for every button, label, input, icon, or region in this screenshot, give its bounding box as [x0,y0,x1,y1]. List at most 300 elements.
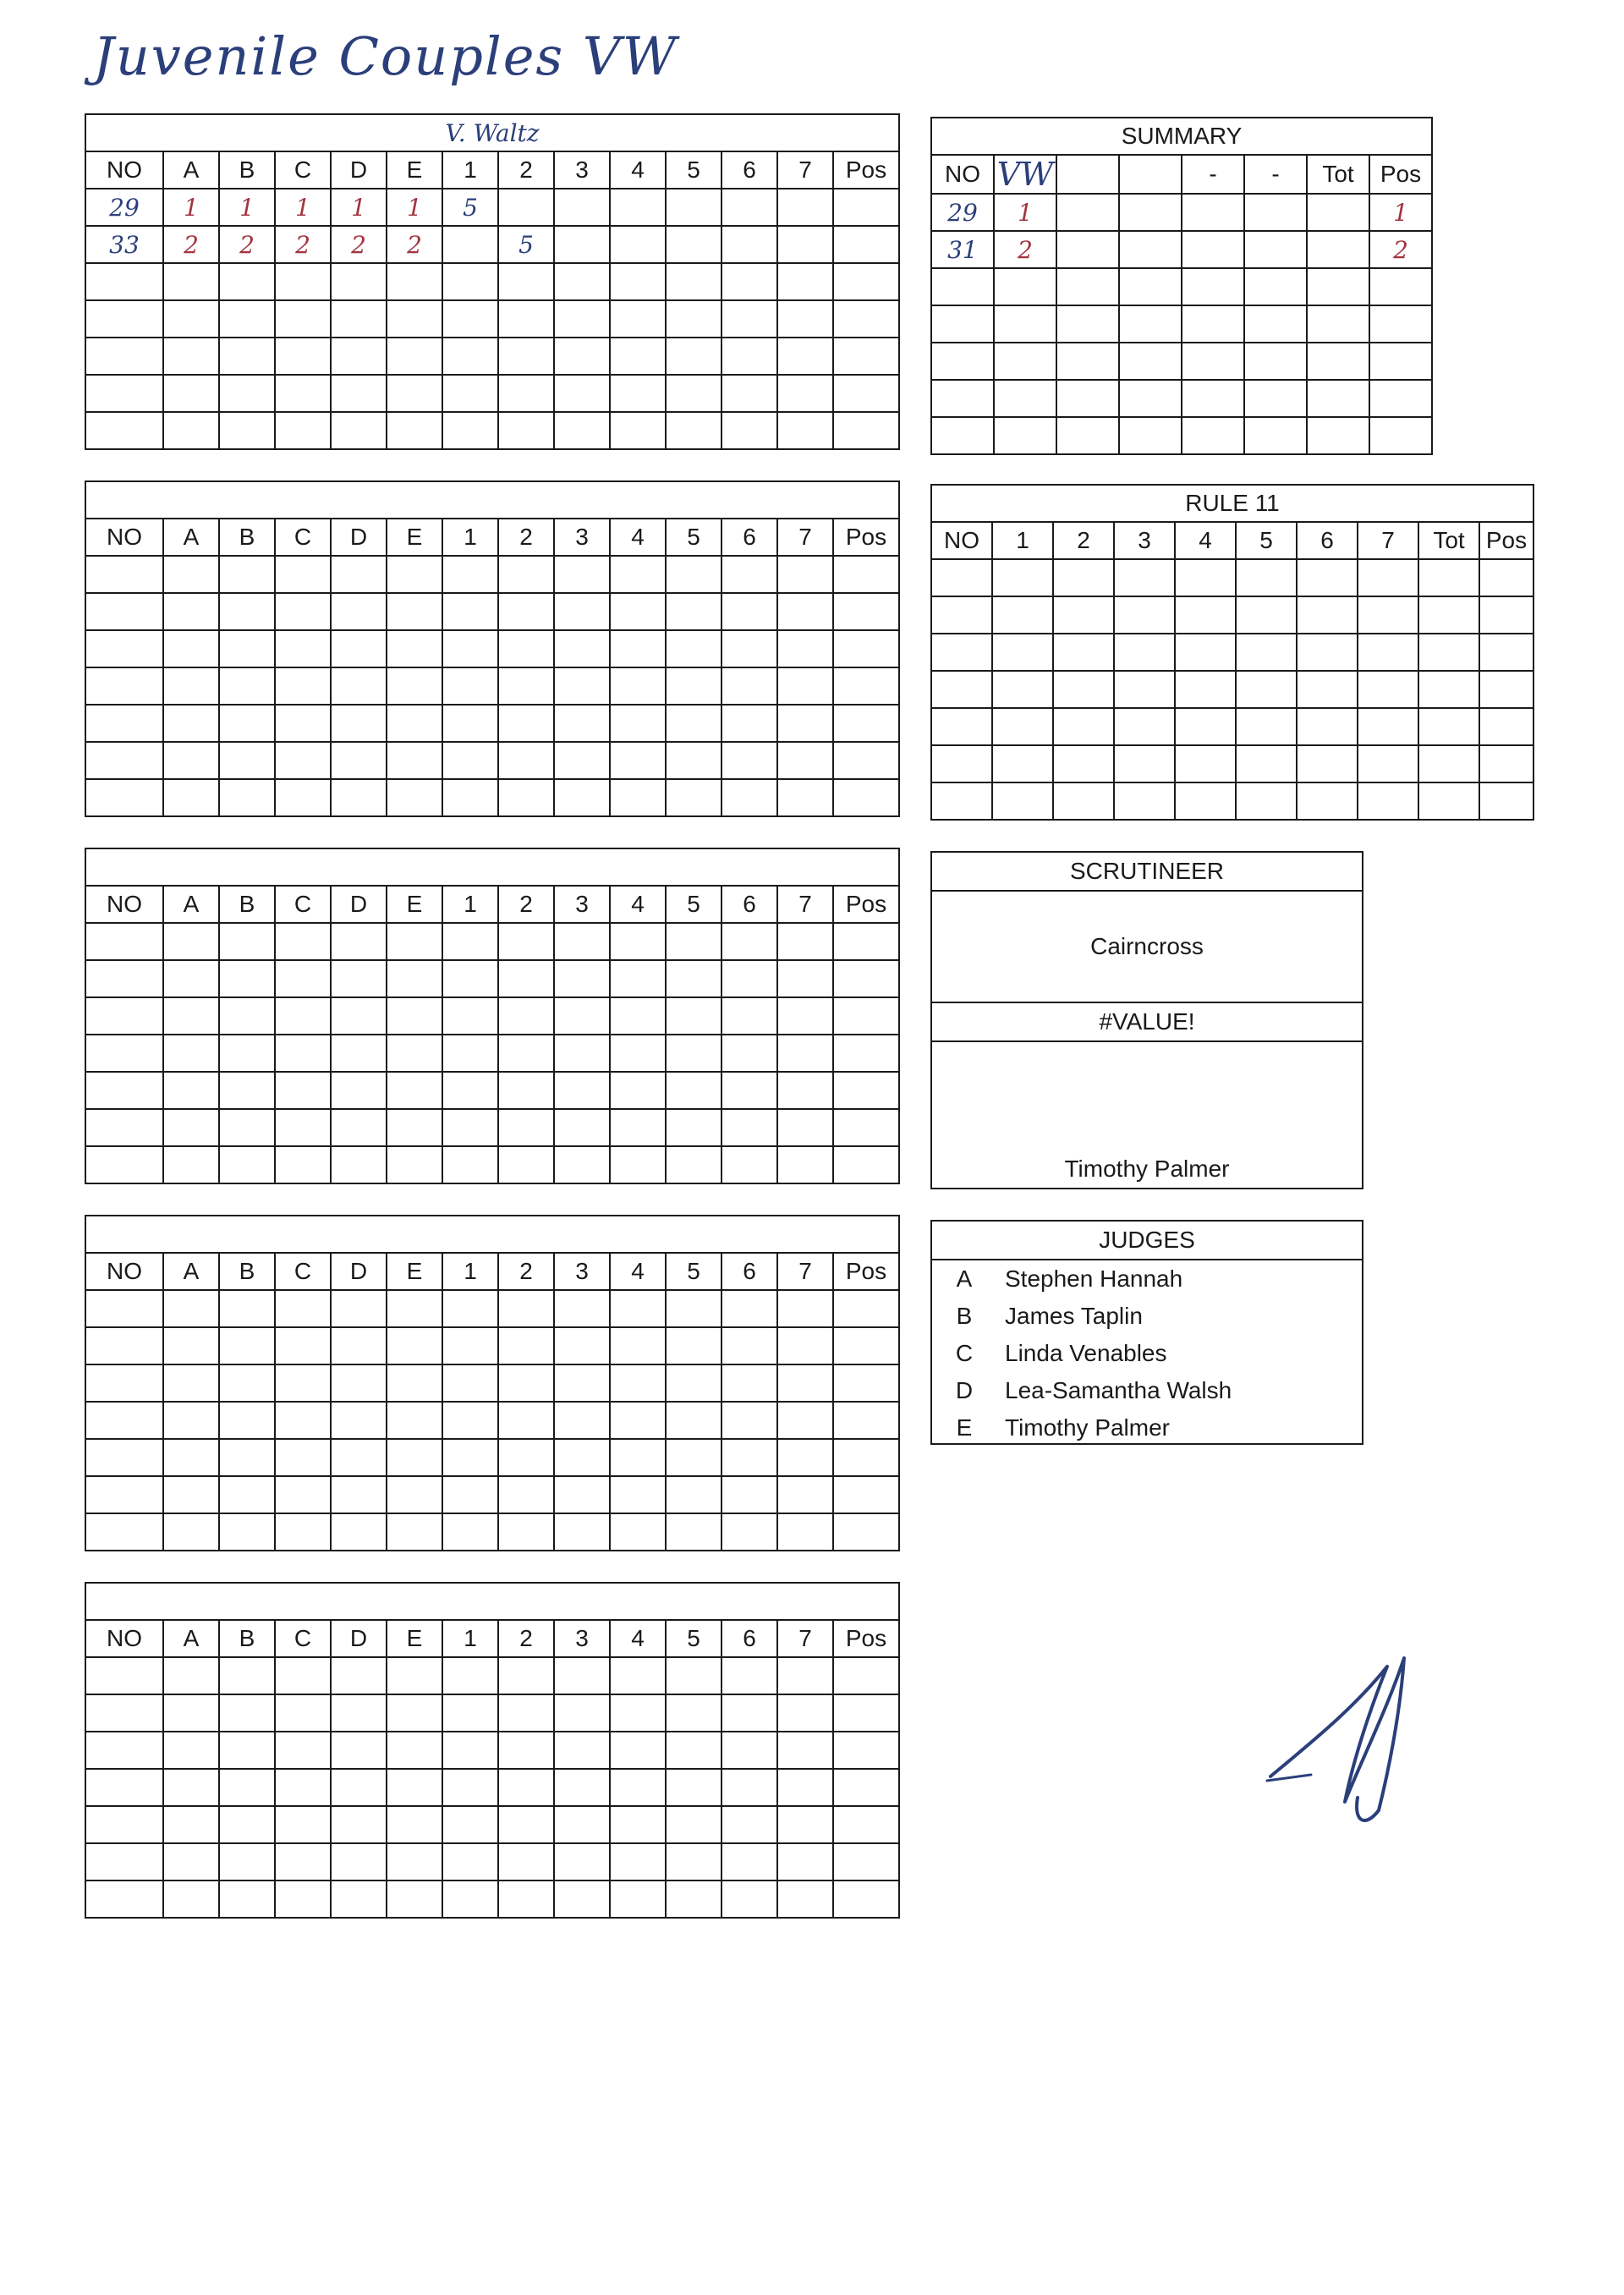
couple-number-cell[interactable] [85,960,163,997]
summary-cell[interactable] [1307,343,1369,380]
mark-cell[interactable] [163,630,219,667]
mark-cell[interactable] [721,300,777,338]
mark-cell[interactable] [666,1694,721,1732]
summary-cell[interactable] [1056,231,1119,268]
mark-cell[interactable] [498,705,554,742]
mark-cell[interactable] [666,1109,721,1146]
rule11-cell[interactable] [1114,634,1175,671]
rule11-cell[interactable] [931,782,992,820]
rule11-cell[interactable] [992,708,1053,745]
mark-cell[interactable] [387,630,442,667]
mark-cell[interactable] [387,1880,442,1918]
summary-cell[interactable] [1369,380,1432,417]
rule11-cell[interactable] [1236,596,1297,634]
mark-cell[interactable] [554,1513,610,1551]
mark-cell[interactable] [498,1880,554,1918]
mark-cell[interactable] [777,1109,833,1146]
mark-cell[interactable] [777,923,833,960]
mark-cell[interactable] [721,742,777,779]
couple-number-cell[interactable] [85,1146,163,1183]
mark-cell[interactable] [666,1146,721,1183]
mark-cell[interactable] [610,1035,666,1072]
mark-cell[interactable] [163,1657,219,1694]
mark-cell[interactable] [833,1290,899,1327]
mark-cell[interactable] [442,923,498,960]
mark-cell[interactable] [498,742,554,779]
mark-cell[interactable] [442,1880,498,1918]
mark-cell[interactable] [666,742,721,779]
couple-number-cell[interactable] [85,1476,163,1513]
mark-cell[interactable] [219,263,275,300]
mark-cell[interactable] [498,1146,554,1183]
mark-cell[interactable] [442,300,498,338]
rule11-cell[interactable] [1297,559,1358,596]
mark-cell[interactable] [163,1439,219,1476]
rule11-cell[interactable] [1114,745,1175,782]
mark-cell[interactable] [275,1843,331,1880]
mark-cell[interactable] [331,412,387,449]
mark-cell[interactable] [275,705,331,742]
mark-cell[interactable] [610,960,666,997]
couple-number-cell[interactable] [85,1290,163,1327]
mark-cell[interactable] [666,779,721,816]
mark-cell[interactable] [666,412,721,449]
rule11-cell[interactable] [992,745,1053,782]
mark-cell[interactable] [721,705,777,742]
mark-cell[interactable] [219,742,275,779]
summary-cell[interactable] [1182,231,1244,268]
mark-cell[interactable] [554,667,610,705]
mark-cell[interactable] [833,1476,899,1513]
mark-cell[interactable] [666,593,721,630]
summary-cell[interactable] [1056,343,1119,380]
mark-cell[interactable] [721,1109,777,1146]
couple-number-cell[interactable]: 33 [85,226,163,263]
mark-cell[interactable] [163,1880,219,1918]
mark-cell[interactable] [610,630,666,667]
mark-cell[interactable] [833,923,899,960]
mark-cell[interactable] [442,1072,498,1109]
mark-cell[interactable] [219,338,275,375]
couple-number-cell[interactable] [85,338,163,375]
summary-cell[interactable] [1056,380,1119,417]
mark-cell[interactable] [833,1439,899,1476]
mark-cell[interactable] [331,1290,387,1327]
mark-cell[interactable] [163,1035,219,1072]
mark-cell[interactable] [219,923,275,960]
rule11-cell[interactable] [1297,634,1358,671]
mark-cell[interactable] [833,1732,899,1769]
mark-cell[interactable] [833,1072,899,1109]
mark-cell[interactable] [666,1072,721,1109]
mark-cell[interactable] [777,705,833,742]
summary-cell[interactable] [1244,343,1307,380]
mark-cell[interactable] [219,779,275,816]
mark-cell[interactable] [219,375,275,412]
mark-cell[interactable] [275,1732,331,1769]
couple-number-cell[interactable] [85,1806,163,1843]
mark-cell[interactable] [610,1769,666,1806]
summary-cell[interactable] [1056,417,1119,454]
mark-cell[interactable] [275,667,331,705]
mark-cell[interactable] [721,1694,777,1732]
mark-cell[interactable] [163,1843,219,1880]
rule11-cell[interactable] [1053,745,1114,782]
rule11-cell[interactable] [1175,596,1236,634]
mark-cell[interactable] [721,1035,777,1072]
rule11-cell[interactable] [1175,671,1236,708]
mark-cell[interactable] [721,1290,777,1327]
mark-cell[interactable] [331,1327,387,1364]
rule11-cell[interactable] [1479,782,1533,820]
mark-cell[interactable] [554,556,610,593]
mark-cell[interactable] [387,779,442,816]
mark-cell[interactable] [833,1035,899,1072]
mark-cell[interactable] [275,1476,331,1513]
summary-number-cell[interactable] [931,417,994,454]
mark-cell[interactable] [498,263,554,300]
mark-cell[interactable] [275,1290,331,1327]
summary-cell[interactable]: 1 [994,194,1056,231]
mark-cell[interactable] [331,1109,387,1146]
mark-cell[interactable] [498,189,554,226]
summary-cell[interactable] [1119,305,1182,343]
rule11-cell[interactable] [1358,708,1418,745]
mark-cell[interactable] [387,1364,442,1402]
mark-cell[interactable] [610,1732,666,1769]
mark-cell[interactable] [442,960,498,997]
rule11-cell[interactable] [1418,708,1479,745]
mark-cell[interactable] [777,1880,833,1918]
mark-cell[interactable] [554,1072,610,1109]
mark-cell[interactable] [833,412,899,449]
mark-cell[interactable] [777,1402,833,1439]
mark-cell[interactable] [442,263,498,300]
mark-cell[interactable] [721,997,777,1035]
mark-cell[interactable] [554,630,610,667]
summary-number-cell[interactable] [931,380,994,417]
summary-cell[interactable] [1307,194,1369,231]
summary-cell[interactable] [994,417,1056,454]
mark-cell[interactable] [610,705,666,742]
mark-cell[interactable] [777,1146,833,1183]
mark-cell[interactable] [442,779,498,816]
summary-number-cell[interactable] [931,343,994,380]
mark-cell[interactable] [275,1035,331,1072]
mark-cell[interactable] [275,1513,331,1551]
summary-cell[interactable] [1182,380,1244,417]
mark-cell[interactable] [219,1732,275,1769]
mark-cell[interactable] [498,338,554,375]
summary-cell[interactable] [1244,380,1307,417]
mark-cell[interactable] [163,1513,219,1551]
rule11-cell[interactable] [1175,745,1236,782]
mark-cell[interactable] [833,630,899,667]
mark-cell[interactable] [666,1657,721,1694]
mark-cell[interactable] [442,593,498,630]
mark-cell[interactable] [610,556,666,593]
mark-cell[interactable] [833,1327,899,1364]
mark-cell[interactable] [777,1694,833,1732]
couple-number-cell[interactable] [85,667,163,705]
rule11-cell[interactable] [992,559,1053,596]
mark-cell[interactable] [610,300,666,338]
mark-cell[interactable]: 2 [387,226,442,263]
mark-cell[interactable] [442,1402,498,1439]
mark-cell[interactable] [219,705,275,742]
mark-cell[interactable] [666,923,721,960]
mark-cell[interactable] [331,593,387,630]
mark-cell[interactable] [387,593,442,630]
rule11-cell[interactable] [1418,559,1479,596]
mark-cell[interactable] [721,1657,777,1694]
mark-cell[interactable] [498,1769,554,1806]
mark-cell[interactable] [777,1476,833,1513]
mark-cell[interactable] [387,997,442,1035]
mark-cell[interactable] [163,1327,219,1364]
rule11-cell[interactable] [1479,559,1533,596]
mark-cell[interactable] [610,263,666,300]
summary-cell[interactable]: 2 [994,231,1056,268]
mark-cell[interactable] [554,1402,610,1439]
rule11-cell[interactable] [1175,559,1236,596]
couple-number-cell[interactable] [85,1694,163,1732]
mark-cell[interactable] [331,923,387,960]
mark-cell[interactable] [721,1072,777,1109]
mark-cell[interactable] [331,338,387,375]
mark-cell[interactable] [498,1290,554,1327]
mark-cell[interactable] [610,338,666,375]
couple-number-cell[interactable] [85,705,163,742]
mark-cell[interactable] [219,556,275,593]
rule11-cell[interactable] [1053,671,1114,708]
mark-cell[interactable] [331,1513,387,1551]
summary-cell[interactable] [1182,305,1244,343]
mark-cell[interactable] [777,338,833,375]
mark-cell[interactable] [610,742,666,779]
mark-cell[interactable] [275,1072,331,1109]
couple-number-cell[interactable] [85,1072,163,1109]
mark-cell[interactable] [387,705,442,742]
mark-cell[interactable] [833,1109,899,1146]
mark-cell[interactable] [554,338,610,375]
mark-cell[interactable] [442,1513,498,1551]
mark-cell[interactable]: 1 [387,189,442,226]
mark-cell[interactable] [275,1769,331,1806]
mark-cell[interactable] [498,1327,554,1364]
mark-cell[interactable] [833,1402,899,1439]
mark-cell[interactable] [219,960,275,997]
summary-cell[interactable] [1307,305,1369,343]
mark-cell[interactable] [219,1806,275,1843]
mark-cell[interactable] [554,923,610,960]
summary-cell[interactable] [1182,268,1244,305]
mark-cell[interactable] [833,375,899,412]
mark-cell[interactable] [331,1657,387,1694]
mark-cell[interactable] [387,923,442,960]
mark-cell[interactable] [554,1880,610,1918]
rule11-cell[interactable] [1358,596,1418,634]
rule11-cell[interactable] [1236,671,1297,708]
summary-cell[interactable] [1182,417,1244,454]
mark-cell[interactable] [331,667,387,705]
mark-cell[interactable] [554,375,610,412]
mark-cell[interactable] [777,1035,833,1072]
mark-cell[interactable] [554,1806,610,1843]
mark-cell[interactable] [387,1109,442,1146]
mark-cell[interactable] [498,1513,554,1551]
mark-cell[interactable]: 2 [331,226,387,263]
mark-cell[interactable] [442,375,498,412]
mark-cell[interactable] [498,1109,554,1146]
couple-number-cell[interactable] [85,923,163,960]
summary-cell[interactable] [994,268,1056,305]
mark-cell[interactable] [554,226,610,263]
mark-cell[interactable] [163,1476,219,1513]
mark-cell[interactable] [610,189,666,226]
mark-cell[interactable] [275,1694,331,1732]
mark-cell[interactable] [721,1146,777,1183]
rule11-cell[interactable] [931,559,992,596]
rule11-cell[interactable] [1114,671,1175,708]
mark-cell[interactable] [442,1843,498,1880]
mark-cell[interactable] [387,300,442,338]
mark-cell[interactable] [387,1657,442,1694]
mark-cell[interactable] [163,1109,219,1146]
mark-cell[interactable] [666,1439,721,1476]
summary-cell[interactable] [1244,194,1307,231]
mark-cell[interactable] [777,1769,833,1806]
mark-cell[interactable] [554,1327,610,1364]
mark-cell[interactable] [610,1694,666,1732]
mark-cell[interactable] [833,1806,899,1843]
mark-cell[interactable] [387,1072,442,1109]
rule11-cell[interactable] [931,596,992,634]
mark-cell[interactable] [331,1769,387,1806]
rule11-cell[interactable] [992,596,1053,634]
mark-cell[interactable] [610,1476,666,1513]
mark-cell[interactable] [610,593,666,630]
summary-cell[interactable] [1182,194,1244,231]
mark-cell[interactable] [219,1880,275,1918]
mark-cell[interactable] [219,1109,275,1146]
mark-cell[interactable]: 1 [163,189,219,226]
mark-cell[interactable] [610,1402,666,1439]
mark-cell[interactable] [666,226,721,263]
mark-cell[interactable] [610,1657,666,1694]
mark-cell[interactable] [163,1769,219,1806]
mark-cell[interactable] [666,1732,721,1769]
couple-number-cell[interactable] [85,1402,163,1439]
mark-cell[interactable] [219,1146,275,1183]
mark-cell[interactable] [666,960,721,997]
mark-cell[interactable] [387,1327,442,1364]
mark-cell[interactable] [777,1513,833,1551]
mark-cell[interactable] [666,189,721,226]
summary-cell[interactable] [1244,305,1307,343]
mark-cell[interactable] [163,960,219,997]
mark-cell[interactable] [442,742,498,779]
mark-cell[interactable] [721,1769,777,1806]
mark-cell[interactable] [610,1072,666,1109]
mark-cell[interactable] [721,1513,777,1551]
rule11-cell[interactable] [1358,782,1418,820]
summary-cell[interactable] [1056,305,1119,343]
mark-cell[interactable] [387,1732,442,1769]
mark-cell[interactable] [219,593,275,630]
mark-cell[interactable] [498,779,554,816]
mark-cell[interactable] [163,1290,219,1327]
mark-cell[interactable] [777,630,833,667]
mark-cell[interactable] [833,960,899,997]
mark-cell[interactable] [331,263,387,300]
mark-cell[interactable] [498,1402,554,1439]
rule11-cell[interactable] [1114,708,1175,745]
mark-cell[interactable] [442,997,498,1035]
mark-cell[interactable] [442,1732,498,1769]
mark-cell[interactable] [163,300,219,338]
mark-cell[interactable] [442,556,498,593]
summary-cell[interactable] [1307,268,1369,305]
mark-cell[interactable] [387,667,442,705]
mark-cell[interactable] [610,412,666,449]
mark-cell[interactable] [666,338,721,375]
summary-cell[interactable] [1119,231,1182,268]
couple-number-cell[interactable] [85,1513,163,1551]
mark-cell[interactable] [777,1657,833,1694]
mark-cell[interactable] [442,1476,498,1513]
rule11-cell[interactable] [931,708,992,745]
mark-cell[interactable] [610,1364,666,1402]
mark-cell[interactable] [387,338,442,375]
mark-cell[interactable] [331,742,387,779]
mark-cell[interactable] [498,1694,554,1732]
mark-cell[interactable] [275,263,331,300]
mark-cell[interactable] [777,997,833,1035]
mark-cell[interactable] [610,997,666,1035]
mark-cell[interactable] [442,1439,498,1476]
mark-cell[interactable] [442,1290,498,1327]
mark-cell[interactable] [442,1806,498,1843]
rule11-cell[interactable] [1358,745,1418,782]
couple-number-cell[interactable] [85,1843,163,1880]
mark-cell[interactable]: 2 [275,226,331,263]
summary-cell[interactable] [1119,417,1182,454]
mark-cell[interactable] [777,1843,833,1880]
rule11-cell[interactable] [1418,596,1479,634]
summary-cell[interactable] [1369,343,1432,380]
rule11-cell[interactable] [1236,708,1297,745]
mark-cell[interactable] [833,667,899,705]
summary-cell[interactable]: 1 [1369,194,1432,231]
mark-cell[interactable] [498,667,554,705]
mark-cell[interactable] [331,1694,387,1732]
mark-cell[interactable] [666,375,721,412]
summary-cell[interactable] [1119,268,1182,305]
mark-cell[interactable] [219,1364,275,1402]
mark-cell[interactable] [498,593,554,630]
mark-cell[interactable] [331,1402,387,1439]
mark-cell[interactable] [554,779,610,816]
mark-cell[interactable] [610,1146,666,1183]
mark-cell[interactable] [163,1364,219,1402]
rule11-cell[interactable] [1236,782,1297,820]
mark-cell[interactable] [666,1035,721,1072]
rule11-cell[interactable] [1418,745,1479,782]
rule11-cell[interactable] [931,671,992,708]
mark-cell[interactable] [387,1146,442,1183]
mark-cell[interactable] [777,667,833,705]
